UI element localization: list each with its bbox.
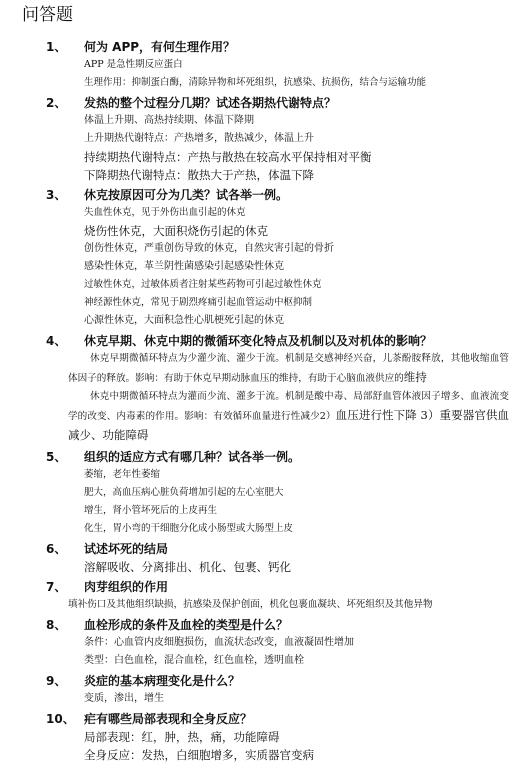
question-text: 血栓形成的条件及血栓的类型是什么？ bbox=[84, 618, 289, 632]
answer-line: 溶解吸收、分离排出、机化、包裹、钙化 bbox=[84, 560, 291, 574]
question-text: 试述坏死的结局 bbox=[84, 542, 169, 556]
question-number: 10、 bbox=[46, 712, 75, 726]
answer-line: 下降期热代谢特点：散热大于产热，体温下降 bbox=[84, 168, 314, 182]
question-text: 休克早期、休克中期的微循环变化特点及机制以及对机体的影响？ bbox=[84, 334, 433, 348]
answer-paragraph-tail: 血压进行性下降 3）重要器官供血减少、功能障碍 bbox=[68, 408, 509, 442]
question-number: 4、 bbox=[46, 334, 67, 348]
answer-line: 烧伤性休克，大面积烧伤引起的休克 bbox=[84, 224, 268, 238]
answer-line: 感染性休克，革兰阴性菌感染引起感染性休克 bbox=[84, 261, 284, 272]
question-5 bbox=[22, 448, 519, 466]
answer-line: 变质，渗出，增生 bbox=[84, 693, 164, 704]
answer-paragraph bbox=[22, 596, 519, 614]
answer-line: 局部表现：红，肿，热，痛，功能障碍 bbox=[84, 730, 280, 744]
question-4 bbox=[22, 332, 519, 350]
answer-line: 类型：白色血栓，混合血栓，红色血栓，透明血栓 bbox=[84, 655, 304, 666]
answer-line: 创伤性休克，严重创伤导致的休克，自然灾害引起的骨折 bbox=[84, 243, 334, 254]
question-number: 3、 bbox=[46, 188, 67, 202]
question-text: 何为 APP，有何生理作用？ bbox=[84, 40, 236, 54]
question-text: 发热的整个过程分几期？试述各期热代谢特点？ bbox=[84, 96, 337, 110]
question-1 bbox=[22, 38, 519, 56]
question-9 bbox=[22, 672, 519, 690]
answer-paragraph-text: 填补伤口及其他组织缺损，抗感染及保护创面，机化包裹血凝块、坏死组织及其他异物 bbox=[68, 599, 433, 610]
answer-paragraph bbox=[22, 388, 519, 446]
answer-line: 神经源性休克，常见于剧烈疼痛引起血管运动中枢抑制 bbox=[84, 297, 313, 308]
question-2 bbox=[22, 94, 519, 112]
answer-line: 过敏性休克，过敏体质者注射某些药物可引起过敏性休克 bbox=[84, 279, 322, 290]
question-text: 炎症的基本病理变化是什么？ bbox=[84, 674, 241, 688]
question-text: 组织的适应方式有哪几种？试各举一例。 bbox=[84, 450, 301, 464]
answer-paragraph bbox=[22, 350, 519, 388]
question-text: 疟有哪些局部表现和全身反应？ bbox=[84, 712, 253, 726]
answer-line: 化生，胃小弯的干细胞分化成小肠型或大肠型上皮 bbox=[84, 523, 294, 534]
question-number: 1、 bbox=[46, 40, 67, 54]
question-3 bbox=[22, 186, 519, 204]
question-10 bbox=[22, 710, 519, 728]
question-7 bbox=[22, 578, 519, 596]
page-title: 问答题 bbox=[22, 5, 73, 25]
answer-line: 心源性休克，大面积急性心肌梗死引起的休克 bbox=[84, 315, 284, 326]
answer-line: 肥大，高血压病心脏负荷增加引起的左心室肥大 bbox=[84, 487, 284, 498]
question-text: 休克按原因可分为几类？试各举一例。 bbox=[84, 188, 289, 202]
question-number: 7、 bbox=[46, 580, 67, 594]
question-text: 肉芽组织的作用 bbox=[84, 580, 169, 594]
answer-line: 失血性休克，见于外伤出血引起的休克 bbox=[84, 207, 246, 218]
question-6 bbox=[22, 540, 519, 558]
answer-paragraph-text: 休克早期微循环特点为少灌少流、灌少于流。机制是交感神经兴奋，儿茶酚胺释放，其他收缩血管体因子的释放。影响：有助于休克早期动脉血压的维持，有助于心脑血液供应的 bbox=[68, 353, 509, 384]
question-number: 9、 bbox=[46, 674, 67, 688]
answer-line: 生理作用：抑制蛋白酶，清除异物和坏死组织，抗感染、抗损伤，结合与运输功能 bbox=[84, 77, 427, 88]
answer-line: 体温上升期、高热持续期、体温下降期 bbox=[84, 115, 254, 126]
question-number: 5、 bbox=[46, 450, 67, 464]
answer-paragraph-text: 休克中期微循环特点为灌而少流、灌多于流。机制是酸中毒、局部舒血管体液因子增多、血液流变学的改变、内毒素的作用。影响：有效循环血量进行性减少2） bbox=[68, 391, 509, 422]
question-number: 8、 bbox=[46, 618, 67, 632]
question-number: 2、 bbox=[46, 96, 67, 110]
answer-line: 增生，肾小管坏死后的上皮再生 bbox=[84, 505, 218, 516]
answer-paragraph-tail: 维持 bbox=[403, 370, 427, 384]
answer-line: 上升期热代谢特点：产热增多，散热减少，体温上升 bbox=[84, 133, 314, 144]
answer-line: 萎缩，老年性萎缩 bbox=[84, 469, 161, 480]
answer-line: 持续期热代谢特点：产热与散热在较高水平保持相对平衡 bbox=[84, 150, 372, 164]
question-number: 6、 bbox=[46, 542, 67, 556]
answer-line: APP 是急性期反应蛋白 bbox=[84, 59, 183, 70]
question-8 bbox=[22, 616, 519, 634]
answer-line: 条件：心血管内皮细胞损伤，血流状态改变，血液凝固性增加 bbox=[84, 637, 354, 648]
answer-line: 全身反应：发热，白细胞增多，实质器官变病 bbox=[84, 748, 314, 762]
